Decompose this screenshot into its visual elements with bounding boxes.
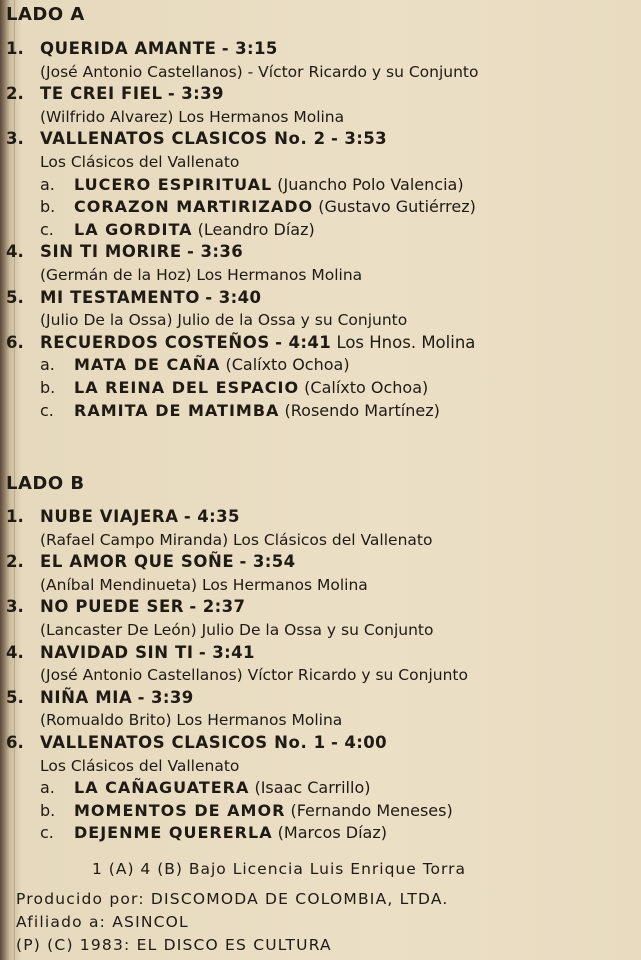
medley-title: LA CAÑAGUATERA [74,778,250,798]
track-title: QUERIDA AMANTE [40,39,217,58]
medley-title: MOMENTOS DE AMOR [74,800,286,820]
track-credit: Los Clásicos del Vallenato [40,756,240,775]
track-credit: (Aníbal Mendinueta) Los Hermanos Molina [40,575,368,594]
track-credit: (Germán de la Hoz) Los Hermanos Molina [40,265,363,284]
track-number: 5. [6,287,24,307]
medley-author: (Juancho Polo Valencia) [277,174,464,194]
track-duration: - 3:54 [239,552,296,572]
track-duration: - 2:37 [189,597,246,617]
track-credit: (Rafael Campo Miranda) Los Clásicos del Vallenato [40,530,433,549]
track-line [6,687,636,710]
medley-item [6,377,636,400]
track-line [6,332,636,355]
track-title: SIN TI MORIRE [40,242,182,262]
producer-line: Producido por: DISCOMODA DE COLOMBIA, LTDA. [16,890,449,908]
medley-author: (Isaac Carrillo) [254,778,371,798]
track-line [6,596,636,619]
track-credit: (Julio De la Ossa) Julio de la Ossa y su Conjunto [40,311,408,330]
track-duration: - 4:00 [331,732,388,752]
track-number: 6. [6,332,24,352]
track-number: 2. [6,552,24,572]
track-line [6,287,636,310]
medley-letter: c. [40,823,54,843]
medley-letter: a. [40,355,55,375]
track-line [6,83,636,106]
track-duration: - 4:41 [275,332,332,352]
medley-item [6,800,636,823]
track-number: 6. [6,732,24,752]
track-duration: - 3:53 [331,129,388,149]
medley-item [6,174,636,197]
track-duration: - 3:41 [198,642,255,662]
medley-title: CORAZON MARTIRIZADO [74,197,314,217]
track-number: 2. [6,84,24,104]
medley-letter: b. [40,197,56,217]
medley-title: RAMITA DE MATIMBA [74,400,280,420]
side-b-heading: LADO B [6,473,85,494]
track-title: VALLENATOS CLASICOS No. 2 [40,129,326,149]
medley-letter: b. [40,800,56,820]
track-number: 3. [6,597,24,617]
track-artist: Los Hnos. Molina [336,332,476,352]
track-duration: - 3:40 [205,287,262,307]
track-title: NUBE VIAJERA [40,507,179,526]
medley-author: (Gustavo Gutiérrez) [318,197,476,217]
medley-item [6,196,636,219]
track-number: 5. [6,687,24,707]
track-line [6,642,636,665]
copyright-line: (P) (C) 1983: EL DISCO ES CULTURA [16,935,332,954]
track-title: MI TESTAMENTO [40,287,201,307]
track-number: 1. [6,507,24,526]
track-line [6,241,636,264]
track-credit: (José Antonio Castellanos) Víctor Ricardo y su Conjunto [40,666,468,685]
track-title: NIÑA MIA [40,687,133,707]
medley-title: LA GORDITA [74,219,193,239]
track-number: 4. [6,242,24,262]
track-duration: - 4:35 [183,507,240,526]
track-title: RECUERDOS COSTEÑOS [40,332,270,352]
track-title: VALLENATOS CLASICOS No. 1 [40,732,326,752]
medley-item [6,354,636,377]
medley-author: (Calíxto Ochoa) [304,377,429,397]
medley-letter: c. [40,219,54,239]
medley-title: LUCERO ESPIRITUAL [74,174,273,194]
medley-author: (Fernando Meneses) [290,800,453,820]
medley-item [6,822,636,845]
track-duration: - 3:36 [187,242,244,262]
track-line [6,128,636,151]
side-b-tracklist [6,506,636,845]
track-title: NAVIDAD SIN TI [40,642,194,662]
side-a-heading: LADO A [6,4,85,25]
track-line [6,551,636,574]
label-info [16,888,636,956]
track-duration: - 3:39 [167,84,224,104]
track-line [6,732,636,755]
track-number: 3. [6,129,24,149]
medley-author: (Marcos Díaz) [277,823,387,843]
track-line [6,38,636,61]
side-a-tracklist [6,38,636,422]
medley-letter: b. [40,377,56,397]
medley-author: (Calíxto Ochoa) [225,355,350,375]
track-line [6,506,636,529]
medley-author: (Rosendo Martínez) [284,400,440,420]
track-credit: Los Clásicos del Vallenato [40,152,240,171]
track-title: TE CREI FIEL [40,84,163,104]
affiliate-line: Afiliado a: ASINCOL [16,912,189,931]
medley-letter: c. [40,400,54,420]
medley-title: LA REINA DEL ESPACIO [74,377,300,397]
medley-letter: a. [40,778,55,798]
track-title: NO PUEDE SER [40,597,185,617]
track-credit: (Wilfrido Alvarez) Los Hermanos Molina [40,107,345,126]
medley-author: (Leandro Díaz) [197,219,315,239]
track-title: EL AMOR QUE SOÑE [40,552,235,572]
medley-item [6,777,636,800]
medley-title: MATA DE CAÑA [74,355,221,375]
track-duration: - 3:39 [137,687,194,707]
track-number: 4. [6,642,24,662]
medley-title: DEJENME QUERERLA [74,823,273,843]
medley-item [6,219,636,242]
credits-block [16,858,636,881]
track-number: 1. [6,39,24,58]
medley-item [6,400,636,423]
track-credit: (Lancaster De León) Julio De la Ossa y su Conjunto [40,620,434,639]
track-credit: (Romualdo Brito) Los Hermanos Molina [40,711,343,730]
license-note: 1 (A) 4 (B) Bajo Licencia Luis Enrique Torra [92,860,466,878]
medley-letter: a. [40,174,55,194]
track-credit: (José Antonio Castellanos) - Víctor Ricardo y su Conjunto [40,62,479,81]
track-duration: - 3:15 [221,39,278,58]
